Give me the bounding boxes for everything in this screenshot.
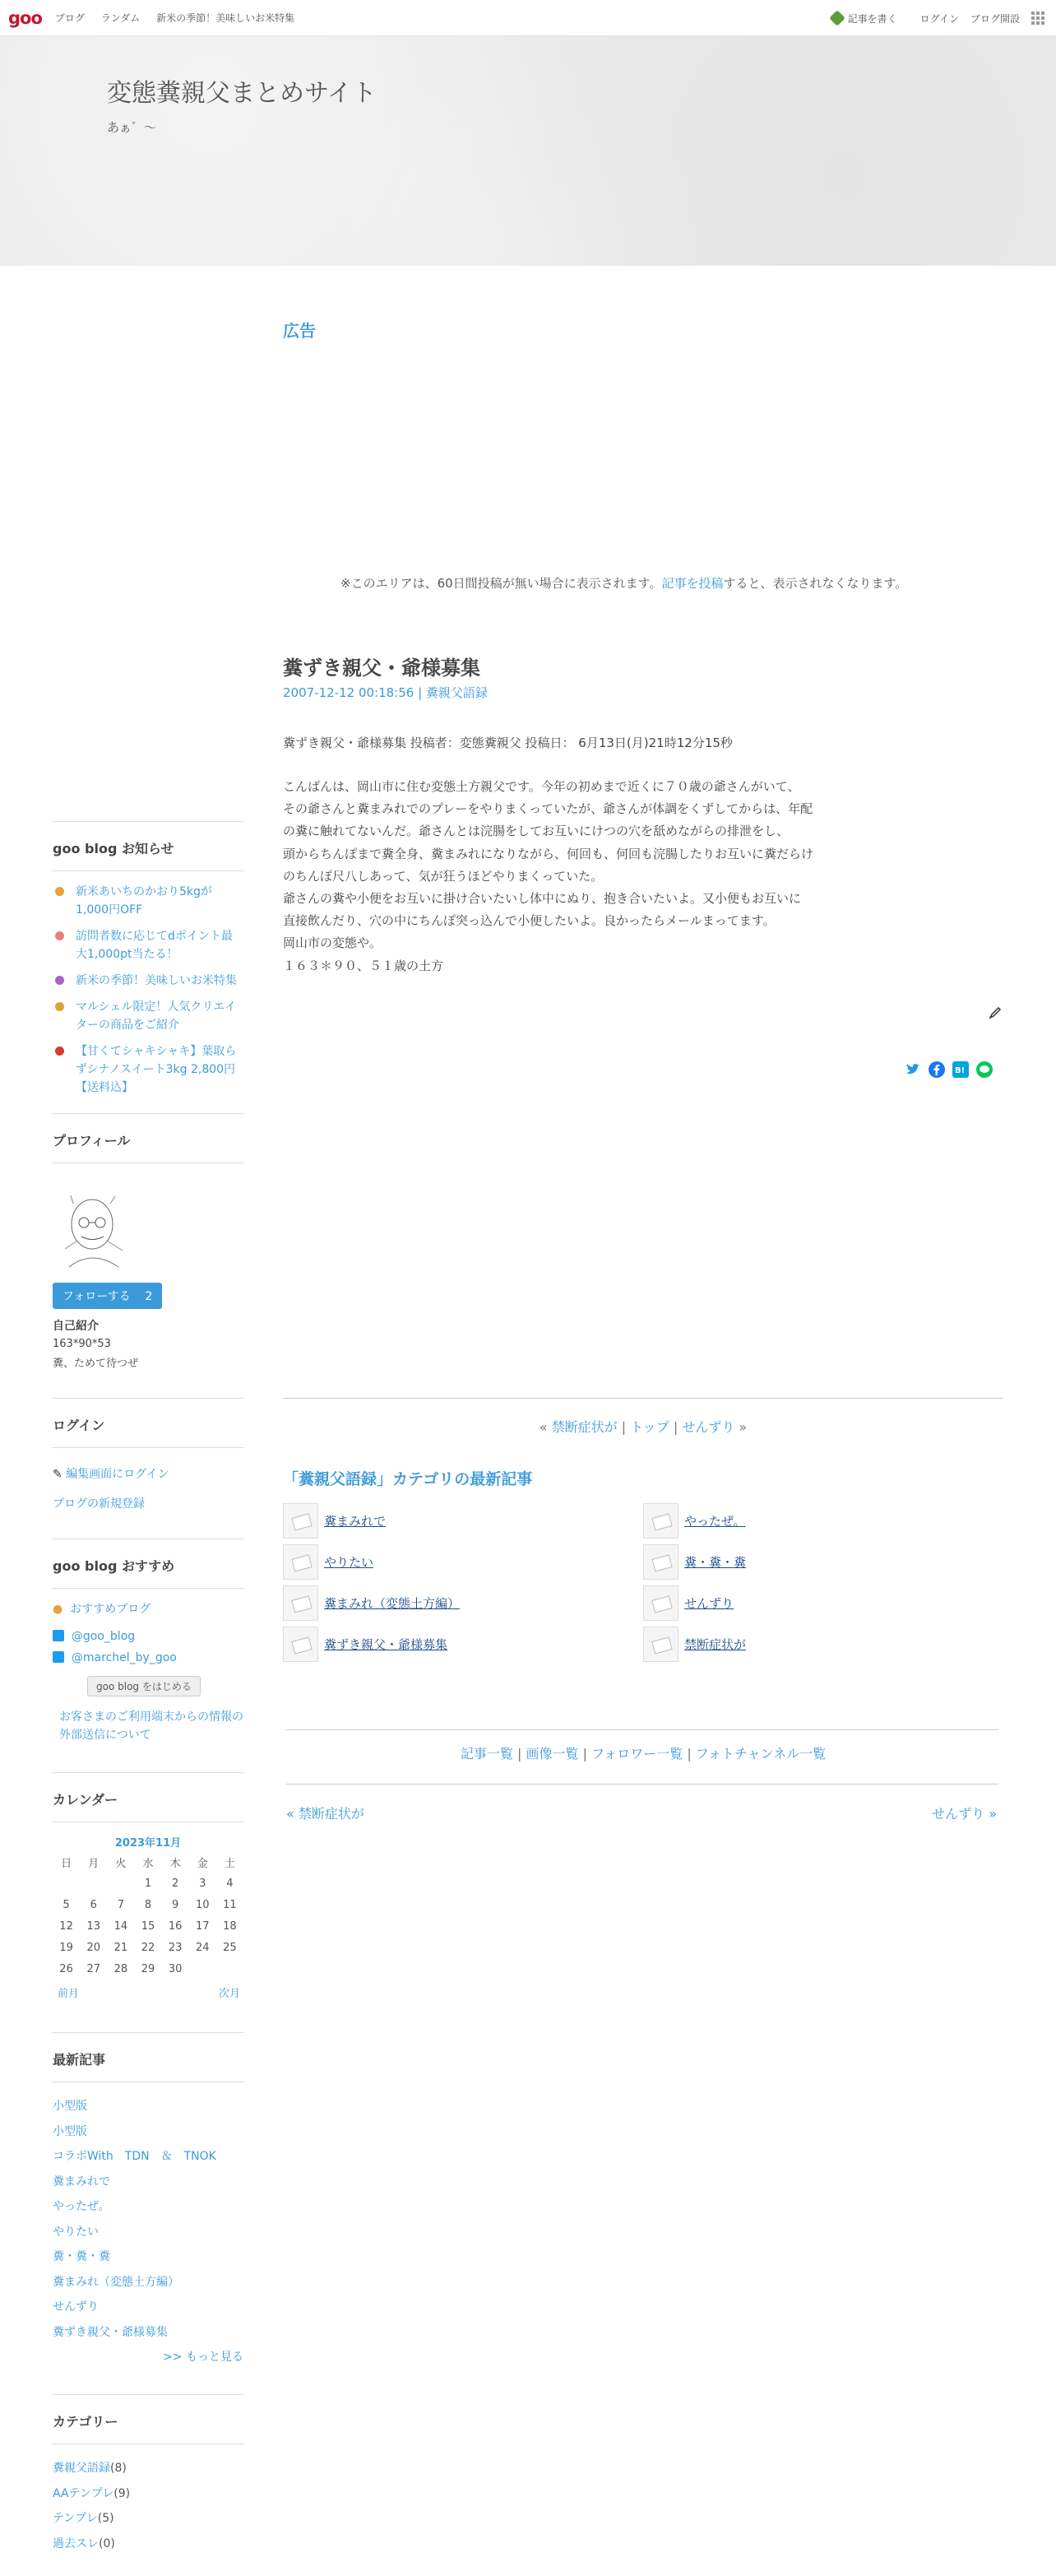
post-title[interactable]: 糞ずき親父・爺様募集 xyxy=(283,657,480,680)
cal-day: 18 xyxy=(223,1919,237,1933)
facebook-icon[interactable] xyxy=(929,1061,945,1078)
day-header: 水 xyxy=(142,1857,154,1870)
article-thumbnail[interactable] xyxy=(643,1627,679,1662)
recent-link[interactable]: やりたい xyxy=(53,2225,99,2239)
post-headline: 糞ずき親父・爺様募集 投稿者：変態糞親父 投稿日： 6月13日(月)21時12分15秒 xyxy=(283,736,733,750)
open-blog-link[interactable]: ブログ開設 xyxy=(970,12,1020,25)
login-section xyxy=(53,1398,243,1519)
notice-text: ※このエリアは、60日間投稿が無い場合に表示されます。 xyxy=(340,576,662,591)
top-bar xyxy=(0,0,1056,36)
cal-day: 13 xyxy=(86,1919,100,1933)
recent-title: 最新記事 xyxy=(53,2049,243,2082)
cal-day: 4 xyxy=(226,1877,234,1890)
day-header: 土 xyxy=(224,1857,235,1870)
category-link[interactable]: AAテンプレ xyxy=(53,2486,114,2500)
article-thumbnail[interactable] xyxy=(643,1585,679,1621)
post-line: こんばんは、岡山市に住む変態土方親父です。今年の初めまで近くに７０歳の爺さんがいて、 xyxy=(283,779,800,794)
article-link[interactable]: 糞まみれ（変態土方編） xyxy=(324,1596,461,1611)
nav-feature[interactable]: 新米の季節！美味しいお米特集 xyxy=(156,12,295,24)
news-item[interactable] xyxy=(53,998,243,1034)
list-item xyxy=(643,1627,1003,1662)
gift-icon xyxy=(55,931,64,940)
meta-sep: | xyxy=(414,685,426,700)
cal-day: 28 xyxy=(113,1962,128,1975)
cal-day: 2 xyxy=(171,1877,179,1890)
category-item xyxy=(53,2532,243,2557)
twitter-link[interactable] xyxy=(53,1630,243,1643)
twitter-icon xyxy=(53,1651,64,1663)
cal-day: 19 xyxy=(59,1941,73,1954)
more-link[interactable]: >> もっと見る xyxy=(163,2351,243,2364)
recent-link[interactable]: 糞まみれ（変態土方編） xyxy=(53,2275,179,2289)
recommend-section xyxy=(53,1539,243,1744)
article-link[interactable]: 糞まみれで xyxy=(324,1514,387,1529)
recent-link[interactable]: 小型版 xyxy=(53,2100,87,2113)
post-meta xyxy=(283,684,488,701)
recent-section xyxy=(53,2032,243,2365)
post-body xyxy=(283,776,859,977)
post-line: の糞に触れてないんだ。爺さんとは浣腸をしてお互いにけつの穴を舐めながらの排泄をし、 xyxy=(283,824,790,839)
pager-top-link[interactable]: トップ xyxy=(630,1419,669,1435)
notice-text-end: すると、表示されなくなります。 xyxy=(723,576,908,591)
bulb-icon: ● xyxy=(53,1603,63,1616)
list-item xyxy=(643,1585,1003,1621)
list-links: 記事一覧 | 画像一覧 | フォロワー一覧 | フォトチャンネル一覧 xyxy=(460,1746,827,1761)
recent-link[interactable]: やったぜ。 xyxy=(53,2200,110,2213)
nav-random[interactable]: ランダム xyxy=(100,12,141,24)
news-item-label: 【甘くてシャキシャキ】葉取らずシナノスイート3kg 2,800円【送料込】 xyxy=(76,1045,237,1094)
calendar-section xyxy=(53,1772,243,2004)
login-link[interactable]: ログイン xyxy=(919,12,959,25)
share-buttons xyxy=(905,1061,993,1078)
category-latest-list xyxy=(283,1503,1003,1662)
post-line: 直接飲んだり、穴の中にちんぽ突っ込んで小便したいよ。良かったらメールまってます。 xyxy=(283,913,776,929)
recent-link[interactable]: 小型版 xyxy=(53,2124,87,2138)
article-link[interactable]: せんずり xyxy=(684,1596,734,1611)
recent-list xyxy=(53,2094,243,2345)
calendar-title: カレンダー xyxy=(53,1789,243,1822)
rice-icon xyxy=(55,887,64,896)
list-item xyxy=(643,1544,1003,1580)
calendar-table xyxy=(53,1851,243,1980)
post-datetime[interactable]: 2007-12-12 00:18:56 xyxy=(283,685,415,700)
top-right xyxy=(831,0,1056,36)
divider xyxy=(286,1729,998,1730)
edit-pencil-icon[interactable] xyxy=(989,1006,1002,1019)
line-icon[interactable] xyxy=(976,1061,993,1078)
category-latest-heading[interactable]: 「糞親父語録」カテゴリの最新記事 xyxy=(283,1470,533,1488)
category-section xyxy=(53,2394,243,2556)
post-category-link[interactable]: 糞親父語録 xyxy=(425,685,488,700)
cal-day: 1 xyxy=(144,1877,152,1890)
day-header: 月 xyxy=(88,1857,100,1870)
list-item xyxy=(283,1627,643,1662)
list-item xyxy=(283,1544,643,1580)
apps-grid-icon[interactable] xyxy=(1031,12,1044,25)
follow-button[interactable] xyxy=(53,1283,162,1309)
follow-count: 2 xyxy=(145,1290,153,1303)
cal-day: 17 xyxy=(196,1919,210,1933)
top-nav xyxy=(42,11,294,25)
category-count: (9) xyxy=(113,2486,131,2500)
news-item[interactable] xyxy=(53,883,243,919)
article-thumbnail[interactable] xyxy=(283,1503,318,1539)
pager-next-link[interactable]: せんずり xyxy=(682,1419,735,1435)
recommend-label: おすすめブログ xyxy=(70,1603,151,1616)
nav-blog[interactable]: ブログ xyxy=(54,12,85,24)
cal-day: 11 xyxy=(223,1898,237,1911)
goo-logo[interactable]: goo xyxy=(8,7,42,28)
cal-day xyxy=(216,1958,243,1980)
news-item-label: 新米の季節！美味しいお米特集 xyxy=(76,974,237,987)
post-pager: « 禁断症状が | トップ | せんずり » xyxy=(539,1419,748,1435)
twitter-link[interactable] xyxy=(53,1651,243,1664)
intro-line: 糞、ためて待つぜ xyxy=(53,1358,139,1370)
category-count: (0) xyxy=(99,2537,115,2550)
admin-login-link[interactable] xyxy=(53,1460,243,1489)
divider xyxy=(283,1398,1003,1399)
recommend-link[interactable] xyxy=(53,1600,243,1617)
cal-day xyxy=(80,1873,107,1894)
calendar-month: 2023年11月 xyxy=(114,1837,182,1850)
login-title: ログイン xyxy=(53,1415,243,1448)
cal-day: 29 xyxy=(141,1962,155,1975)
pencil-icon: ✎ xyxy=(53,1468,63,1481)
hatena-icon[interactable] xyxy=(952,1061,969,1078)
intro-title: 自己紹介 xyxy=(53,1320,99,1333)
twitter-label: @goo_blog xyxy=(71,1630,136,1643)
calendar-prev-link[interactable]: 前月 xyxy=(58,1988,80,2000)
cal-day: 20 xyxy=(86,1941,100,1954)
cal-day: 8 xyxy=(144,1898,152,1911)
profile-title: プロフィール xyxy=(53,1130,243,1163)
post-line: 頭からちんぽまで糞全身、糞まみれになりながら、何回も、何回も浣腸したりお互いに糞だらけ xyxy=(283,846,814,861)
recent-link[interactable]: コラボWith TDN ＆ TNOK xyxy=(53,2150,216,2163)
cal-day: 9 xyxy=(171,1898,179,1911)
sidebar xyxy=(53,821,243,2569)
news-item[interactable] xyxy=(53,927,243,963)
post-line: 岡山市の変態や。 xyxy=(283,935,382,951)
day-header: 日 xyxy=(61,1857,72,1870)
profile-section xyxy=(53,1113,243,1370)
images-link[interactable]: 画像一覧 xyxy=(526,1746,579,1761)
pager-prev-link[interactable]: 禁断症状が xyxy=(551,1419,618,1435)
intro-line: 163*90*53 xyxy=(53,1338,111,1350)
list-item xyxy=(643,1503,1003,1539)
avatar xyxy=(53,1191,135,1269)
blog-title[interactable]: 変態糞親父まとめサイト xyxy=(107,79,377,108)
write-label: 記事を書く xyxy=(847,12,897,25)
news-item-label: マルシェル限定！人気クリエイターの商品をご紹介 xyxy=(76,1000,237,1032)
cal-day: 3 xyxy=(199,1877,206,1890)
list-item xyxy=(283,1585,643,1621)
post-line: のちんぽ尺八しあって、気が狂うほどやりまくっていた。 xyxy=(283,868,604,884)
recent-link[interactable]: せんずり xyxy=(53,2300,99,2314)
cal-day: 24 xyxy=(196,1941,210,1954)
category-link[interactable]: テンプレ xyxy=(53,2512,98,2525)
day-header: 木 xyxy=(169,1857,181,1870)
article-thumbnail[interactable] xyxy=(283,1627,318,1662)
list-item xyxy=(283,1503,643,1539)
news-section xyxy=(53,821,243,1097)
recommend-title: goo blog おすすめ xyxy=(53,1556,243,1589)
category-count: (8) xyxy=(110,2462,127,2475)
followers-link[interactable]: フォロワー一覧 xyxy=(591,1746,683,1761)
article-thumbnail[interactable] xyxy=(283,1585,318,1621)
cal-day: 5 xyxy=(63,1898,70,1911)
news-title: goo blog お知らせ xyxy=(53,838,243,871)
cal-day: 14 xyxy=(113,1919,128,1933)
cal-day xyxy=(189,1958,216,1980)
article-link[interactable]: 禁断症状が xyxy=(684,1637,747,1652)
category-link[interactable]: 過去スレ xyxy=(53,2537,99,2550)
twitter-label: @marchel_by_goo xyxy=(71,1651,177,1664)
cal-day: 22 xyxy=(141,1941,155,1954)
cal-day: 30 xyxy=(168,1962,183,1975)
ad-notice xyxy=(340,574,907,592)
post-article-link[interactable]: 記事を投稿 xyxy=(661,576,724,591)
pencil-icon xyxy=(829,10,845,26)
category-list xyxy=(53,2456,243,2556)
category-item xyxy=(53,2456,243,2481)
news-item[interactable] xyxy=(53,972,243,990)
recent-link[interactable]: 糞まみれで xyxy=(53,2175,110,2188)
article-thumbnail[interactable] xyxy=(643,1544,679,1580)
divider xyxy=(286,1784,998,1785)
recent-link[interactable]: 糞ずき親父・爺様募集 xyxy=(53,2325,168,2339)
category-link[interactable]: 糞親父語録 xyxy=(53,2462,110,2475)
prev-article-link[interactable]: « 禁断症状が xyxy=(286,1806,364,1822)
cal-day: 12 xyxy=(59,1919,73,1933)
post-line: その爺さんと糞まみれでのプレーをやりまくっていたが、爺さんが体調をくずしてからは、年配 xyxy=(283,801,813,817)
cal-day: 26 xyxy=(59,1962,73,1975)
cal-day: 21 xyxy=(113,1941,128,1954)
cal-day: 27 xyxy=(86,1962,100,1975)
calendar-next-link[interactable]: 次月 xyxy=(218,1988,240,2000)
shop-icon xyxy=(55,1002,64,1011)
follow-label: フォローする xyxy=(63,1290,131,1303)
cal-day xyxy=(53,1873,80,1894)
day-header: 金 xyxy=(197,1857,208,1870)
start-goo-blog-badge[interactable]: goo blog をはじめる xyxy=(87,1676,201,1696)
category-count: (5) xyxy=(97,2512,114,2525)
article-thumbnail[interactable] xyxy=(283,1544,318,1580)
blog-header xyxy=(0,36,1056,266)
article-link[interactable]: 糞・糞・糞 xyxy=(684,1555,747,1570)
all-articles-link[interactable]: 記事一覧 xyxy=(460,1746,513,1761)
news-item-label: 訪問者数に応じてdポイント最大1,000pt当たる！ xyxy=(76,930,233,961)
article-link[interactable]: やりたい xyxy=(324,1555,374,1570)
twitter-icon xyxy=(53,1630,64,1641)
news-item-label: 新米あいちのかおり5kgが1,000円OFF xyxy=(76,885,212,917)
day-header: 火 xyxy=(115,1857,127,1870)
cal-day: 23 xyxy=(168,1941,183,1954)
post-line: 爺さんの糞や小便をお互いに掛け合いたいし体中にぬり、抱き合いたいよ。又小便もお互いに xyxy=(283,891,802,907)
cal-day: 16 xyxy=(168,1919,183,1933)
apple-icon xyxy=(55,1047,64,1056)
article-link[interactable]: 糞ずき親父・爺様募集 xyxy=(324,1637,448,1652)
post-line: １６３＊９０、５１歳の土方 xyxy=(283,958,444,973)
recent-link[interactable]: 糞・糞・糞 xyxy=(53,2250,110,2263)
admin-login-label: 編集画面にログイン xyxy=(66,1468,169,1481)
register-link[interactable]: ブログの新規登録 xyxy=(53,1497,145,1511)
article-link[interactable]: やったぜ。 xyxy=(684,1514,746,1529)
cal-day: 10 xyxy=(196,1898,210,1911)
news-item[interactable] xyxy=(53,1042,243,1097)
category-title: カテゴリー xyxy=(53,2411,243,2444)
next-article-link[interactable]: せんずり » xyxy=(932,1806,997,1822)
cal-day: 6 xyxy=(90,1898,97,1911)
svg-text:B!: B! xyxy=(955,1066,966,1075)
twitter-icon[interactable] xyxy=(905,1061,921,1078)
privacy-link[interactable]: お客さまのご利用端末からの情報の外部送信について xyxy=(59,1710,243,1742)
write-post-button[interactable] xyxy=(831,12,909,26)
category-item xyxy=(53,2481,243,2507)
cal-day: 15 xyxy=(141,1919,155,1933)
cal-day: 25 xyxy=(223,1941,237,1954)
blog-subtitle: あぁ゛～ xyxy=(107,120,156,135)
cal-day xyxy=(107,1873,134,1894)
music-icon xyxy=(55,976,64,985)
ad-heading: 広告 xyxy=(283,321,316,341)
category-item xyxy=(53,2506,243,2532)
article-thumbnail[interactable] xyxy=(643,1503,679,1539)
cal-day: 7 xyxy=(117,1898,124,1911)
photo-channel-link[interactable]: フォトチャンネル一覧 xyxy=(695,1746,827,1761)
